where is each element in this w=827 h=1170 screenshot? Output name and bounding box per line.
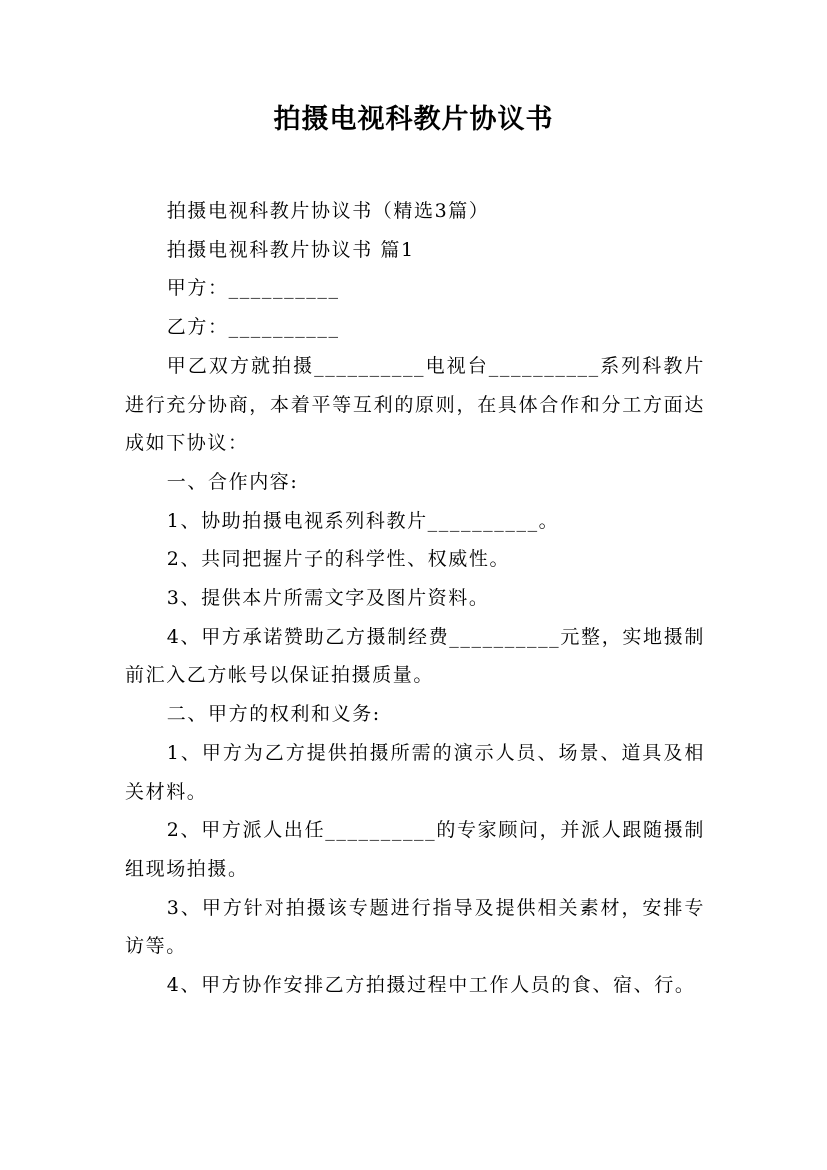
paragraph-party-b: 乙方：__________: [166, 316, 340, 339]
paragraph-subtitle: 拍摄电视科教片协议书（精选3篇）: [166, 200, 490, 222]
paragraph-item: 3、提供本片所需文字及图片资料。: [166, 587, 490, 610]
paragraph-item: 4、甲方协作安排乙方拍摄过程中工作人员的食、宿、行。: [166, 974, 696, 997]
paragraph-item: 4、甲方承诺赞助乙方摄制经费__________元整，实地摄制前汇入乙方帐号以保证拍摄质量。: [125, 625, 705, 687]
document-title: 拍摄电视科教片协议书: [273, 104, 554, 135]
paragraph-party-a: 甲方：__________: [166, 277, 340, 300]
paragraph-heading-party-a-rights: 二、甲方的权利和义务:: [166, 703, 381, 726]
paragraph-heading-cooperation: 一、合作内容:: [166, 470, 299, 493]
document-body: [125, 192, 705, 1005]
paragraph-item: 2、共同把握片子的科学性、权威性。: [166, 548, 511, 571]
paragraph-section-title: 拍摄电视科教片协议书 篇1: [166, 238, 415, 261]
paragraph-item: 1、协助拍摄电视系列科教片__________。: [166, 509, 560, 532]
paragraph-item: 2、甲方派人出任__________的专家顾问，并派人跟随摄制组现场拍摄。: [125, 819, 705, 880]
paragraph-item: 3、甲方针对拍摄该专题进行指导及提供相关素材，安排专访等。: [125, 896, 705, 958]
paragraph-item: 1、甲方为乙方提供拍摄所需的演示人员、场景、道具及相关材料。: [125, 741, 705, 803]
paragraph-intro: 甲乙双方就拍摄__________电视台__________系列科教片进行充分协商，本着平等互利的原则，在具体合作和分工方面达成如下协议：: [125, 354, 705, 455]
